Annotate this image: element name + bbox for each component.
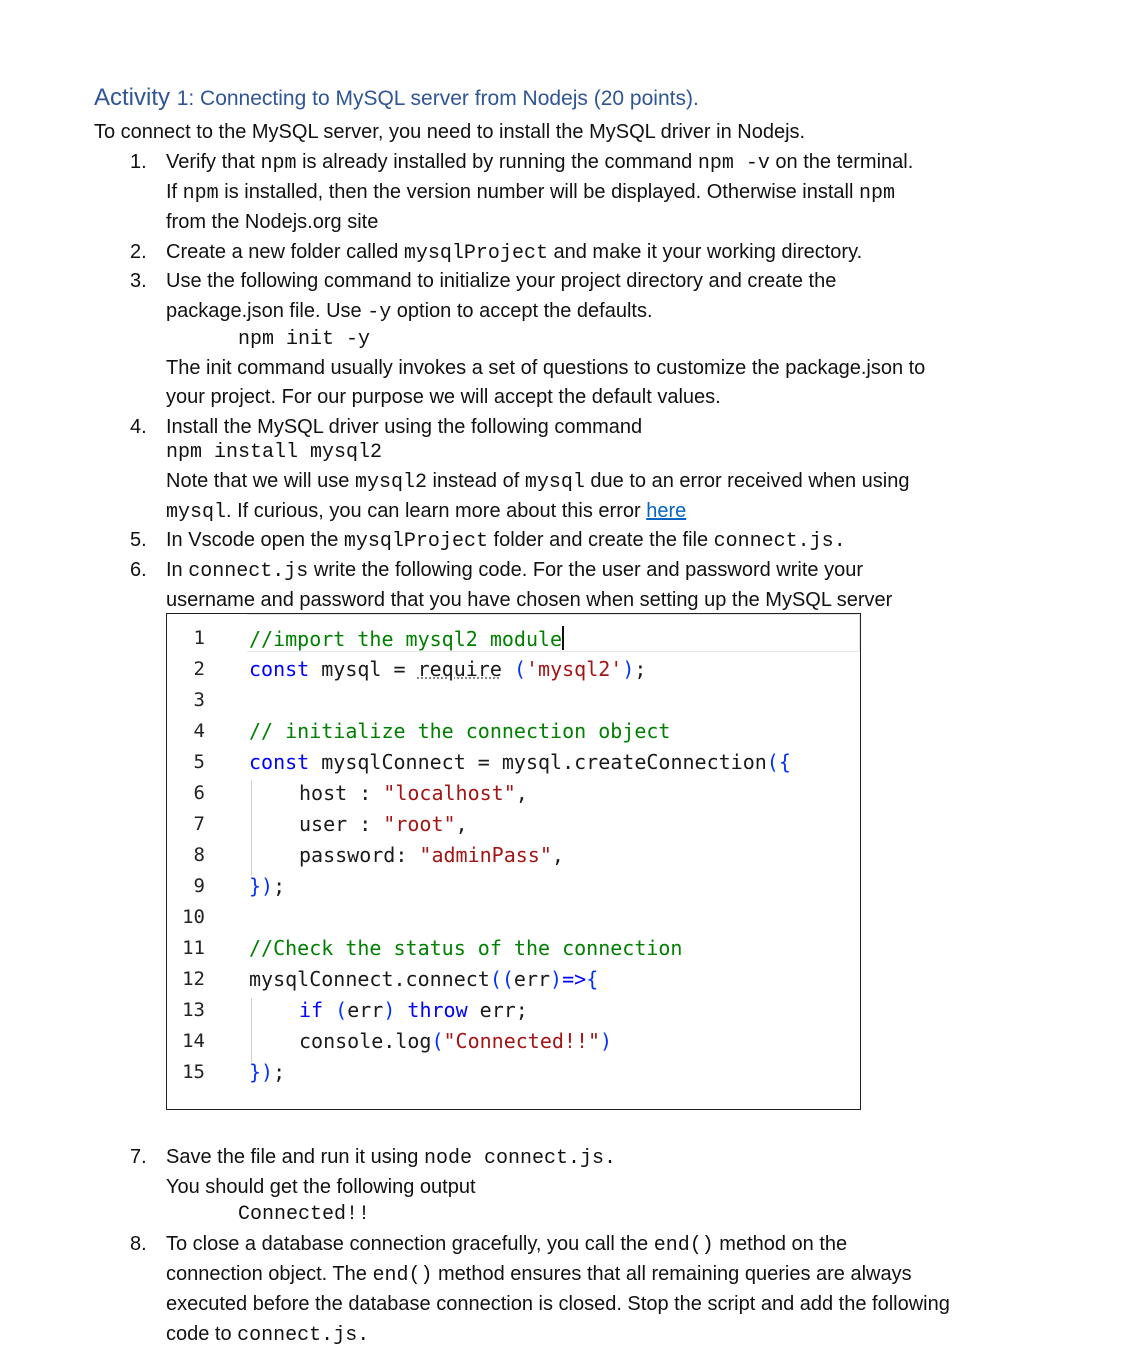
- code-text: password:: [299, 843, 420, 867]
- code-text: ,: [515, 781, 528, 805]
- code-text: mysqlConnect.connect: [249, 967, 490, 991]
- text: is installed, then the version number will be displayed. Otherwise install: [218, 181, 859, 203]
- inline-code: connect.js: [237, 1324, 358, 1347]
- code-text: ;: [634, 657, 647, 681]
- line-number: 11: [182, 937, 205, 959]
- step-number: 6.: [130, 559, 147, 581]
- inline-code: end(): [653, 1234, 714, 1257]
- step-number: 7.: [130, 1146, 147, 1168]
- paren: (: [431, 1029, 444, 1053]
- line-number: 6: [193, 782, 205, 804]
- code-line-15: [249, 1060, 285, 1084]
- line-number: 2: [193, 658, 205, 680]
- intro-text: To connect to the MySQL server, you need to install the MySQL driver in Nodejs.: [94, 121, 806, 143]
- step-8-line-4: [166, 1319, 369, 1351]
- string: "adminPass": [419, 843, 552, 867]
- step-3: [130, 266, 836, 296]
- code-text: err: [347, 998, 384, 1022]
- code-line-2: [249, 657, 646, 681]
- inline-code: -y: [367, 301, 392, 324]
- text: Use the following command to initialize your project directory and create the: [166, 270, 837, 292]
- paren: (: [489, 967, 502, 991]
- code-line-8: [299, 843, 564, 867]
- code-line-5: [249, 750, 791, 774]
- string: "Connected!!": [443, 1029, 601, 1053]
- step-number: 8.: [130, 1233, 147, 1255]
- step-number: 3.: [130, 270, 147, 292]
- inline-code: npm: [182, 182, 219, 205]
- function-name: require: [417, 657, 502, 681]
- paren: ): [261, 874, 274, 898]
- brace: {: [778, 750, 791, 774]
- code-editor-snippet: [166, 613, 861, 1110]
- step-1-line-3: from the Nodejs.org site: [166, 211, 379, 233]
- inline-code: mysql: [166, 501, 227, 524]
- text: In: [166, 559, 189, 581]
- paren: (: [501, 967, 514, 991]
- step-4-line-2: [166, 466, 910, 498]
- line-number: 9: [193, 875, 205, 897]
- step-2: [130, 237, 862, 269]
- keyword: if: [299, 998, 324, 1022]
- text: folder and create the file: [487, 529, 714, 551]
- code-text: ,: [551, 843, 564, 867]
- string: "localhost": [383, 781, 516, 805]
- code-text: ;: [273, 1060, 286, 1084]
- text: method on the: [713, 1233, 848, 1255]
- code-text: user :: [299, 812, 384, 836]
- brace: }: [249, 874, 262, 898]
- text: code to: [166, 1323, 238, 1345]
- text: If: [166, 181, 183, 203]
- code-line-14: [299, 1029, 612, 1053]
- here-link[interactable]: here: [646, 500, 687, 522]
- line-number: 7: [193, 813, 205, 835]
- text: .: [603, 1147, 616, 1170]
- line-number: 15: [182, 1061, 205, 1083]
- activity-heading: [94, 84, 699, 112]
- inline-code: mysqlProject: [343, 530, 488, 553]
- text: option to accept the defaults.: [391, 300, 653, 322]
- paren: (: [335, 998, 348, 1022]
- step-number: 1.: [130, 151, 147, 173]
- text: Note that we will use: [166, 470, 355, 492]
- text: is already installed by running the command: [296, 151, 698, 173]
- text: .: [357, 1324, 370, 1347]
- inline-code: npm: [260, 152, 297, 175]
- keyword: const: [249, 750, 310, 774]
- step-8: [130, 1229, 847, 1261]
- step-3-line-3: The init command usually invokes a set of questions to customize the package.json to: [166, 357, 926, 379]
- code-text: [395, 998, 407, 1022]
- code-text: err: [513, 967, 551, 991]
- code-text: mysql =: [309, 657, 418, 681]
- code-line-6: [299, 781, 528, 805]
- step-6: [130, 555, 863, 587]
- step-6-line-2: username and password that you have chosen when setting up the MySQL server: [166, 589, 893, 611]
- line-number: 8: [193, 844, 205, 866]
- paren: ): [622, 657, 635, 681]
- step-number: 5.: [130, 529, 147, 551]
- code-text: host :: [299, 781, 384, 805]
- paren: (: [766, 750, 779, 774]
- inline-code: end(): [372, 1264, 433, 1287]
- step-1: [130, 147, 913, 179]
- indent-guide: [251, 998, 252, 1062]
- paren: ): [383, 998, 396, 1022]
- line-number: 10: [182, 906, 205, 928]
- line-number: 1: [193, 627, 205, 649]
- step-3-line-2: [166, 296, 653, 328]
- string: 'mysql2': [525, 657, 623, 681]
- heading-main: Activity: [94, 84, 171, 111]
- step-4-line-3: [166, 496, 686, 528]
- paren: ): [550, 967, 563, 991]
- text: Install the MySQL driver using the following command: [166, 416, 643, 438]
- text: . If curious, you can learn more about this error: [226, 500, 647, 522]
- step-3-line-4: your project. For our purpose we will accept the default values.: [166, 386, 721, 408]
- step-8-line-2: [166, 1259, 912, 1291]
- text: write the following code. For the user and password write your: [308, 559, 863, 581]
- line-number: 3: [193, 689, 205, 711]
- inline-code: connect.js: [713, 530, 834, 553]
- text: Verify that: [166, 151, 261, 173]
- code-text: [502, 657, 514, 681]
- comment: //Check the status of the connection: [249, 936, 683, 960]
- string: "root": [383, 812, 456, 836]
- code-line-11: [249, 936, 682, 960]
- line-number: 14: [182, 1030, 205, 1052]
- step-5: [130, 525, 846, 557]
- arrow: =>: [562, 967, 587, 991]
- text: connection object. The: [166, 1263, 373, 1285]
- paren: ): [600, 1029, 613, 1053]
- text: package.json file. Use: [166, 300, 368, 322]
- indent-guide: [251, 780, 252, 876]
- npm-install-command: npm install mysql2: [166, 441, 383, 464]
- code-text: console.log: [299, 1029, 432, 1053]
- code-text: err;: [467, 998, 528, 1022]
- code-line-7: [299, 812, 468, 836]
- code-line-1: [249, 626, 564, 651]
- keyword: const: [249, 657, 310, 681]
- text: Create a new folder called: [166, 241, 404, 263]
- comment: // initialize the connection object: [249, 719, 671, 743]
- comment: //import the mysql2 module: [249, 627, 563, 651]
- text: and make it your working directory.: [547, 241, 863, 263]
- text: To close a database connection gracefully, you call the: [166, 1233, 654, 1255]
- npm-init-command: npm init -y: [238, 328, 371, 351]
- step-number: 4.: [130, 416, 147, 438]
- inline-code: npm: [859, 182, 896, 205]
- step-8-line-3: executed before the database connection is closed. Stop the script and add the following: [166, 1293, 950, 1315]
- paren: ): [261, 1060, 274, 1084]
- line-number: 5: [193, 751, 205, 773]
- text: due to an error received when using: [584, 470, 910, 492]
- line-number: 12: [182, 968, 205, 990]
- inline-code: mysql2: [354, 471, 427, 494]
- text: instead of: [427, 470, 525, 492]
- code-line-9: [249, 874, 285, 898]
- step-1-line-2: [166, 177, 895, 209]
- brace: {: [586, 967, 599, 991]
- brace: }: [249, 1060, 262, 1084]
- step-7-line-2: You should get the following output: [166, 1176, 476, 1198]
- line-number: 13: [182, 999, 205, 1021]
- expected-output: Connected!!: [238, 1203, 371, 1226]
- heading-rest: 1: Connecting to MySQL server from Nodejs (20 points).: [176, 87, 699, 110]
- code-line-12: [249, 967, 598, 991]
- text: Save the file and run it using: [166, 1146, 424, 1168]
- code-line-4: [249, 719, 670, 743]
- text-cursor: [562, 626, 564, 650]
- inline-code: connect.js: [188, 560, 309, 583]
- step-4: [130, 412, 642, 442]
- paren: (: [513, 657, 526, 681]
- code-text: ,: [455, 812, 468, 836]
- code-text: ;: [273, 874, 286, 898]
- inline-code: mysql: [524, 471, 585, 494]
- keyword: throw: [407, 998, 468, 1022]
- text: method ensures that all remaining queries are always: [432, 1263, 912, 1285]
- inline-code: mysqlProject: [403, 242, 548, 265]
- inline-code: node connect.js: [423, 1147, 604, 1170]
- code-text: [323, 998, 335, 1022]
- step-number: 2.: [130, 241, 147, 263]
- step-7: [130, 1142, 616, 1174]
- text: on the terminal.: [769, 151, 914, 173]
- inline-code: npm -v: [697, 152, 770, 175]
- code-text: mysqlConnect = mysql.createConnection: [309, 750, 767, 774]
- text: .: [833, 530, 846, 553]
- line-number: 4: [193, 720, 205, 742]
- text: In Vscode open the: [166, 529, 344, 551]
- code-line-13: [299, 998, 528, 1022]
